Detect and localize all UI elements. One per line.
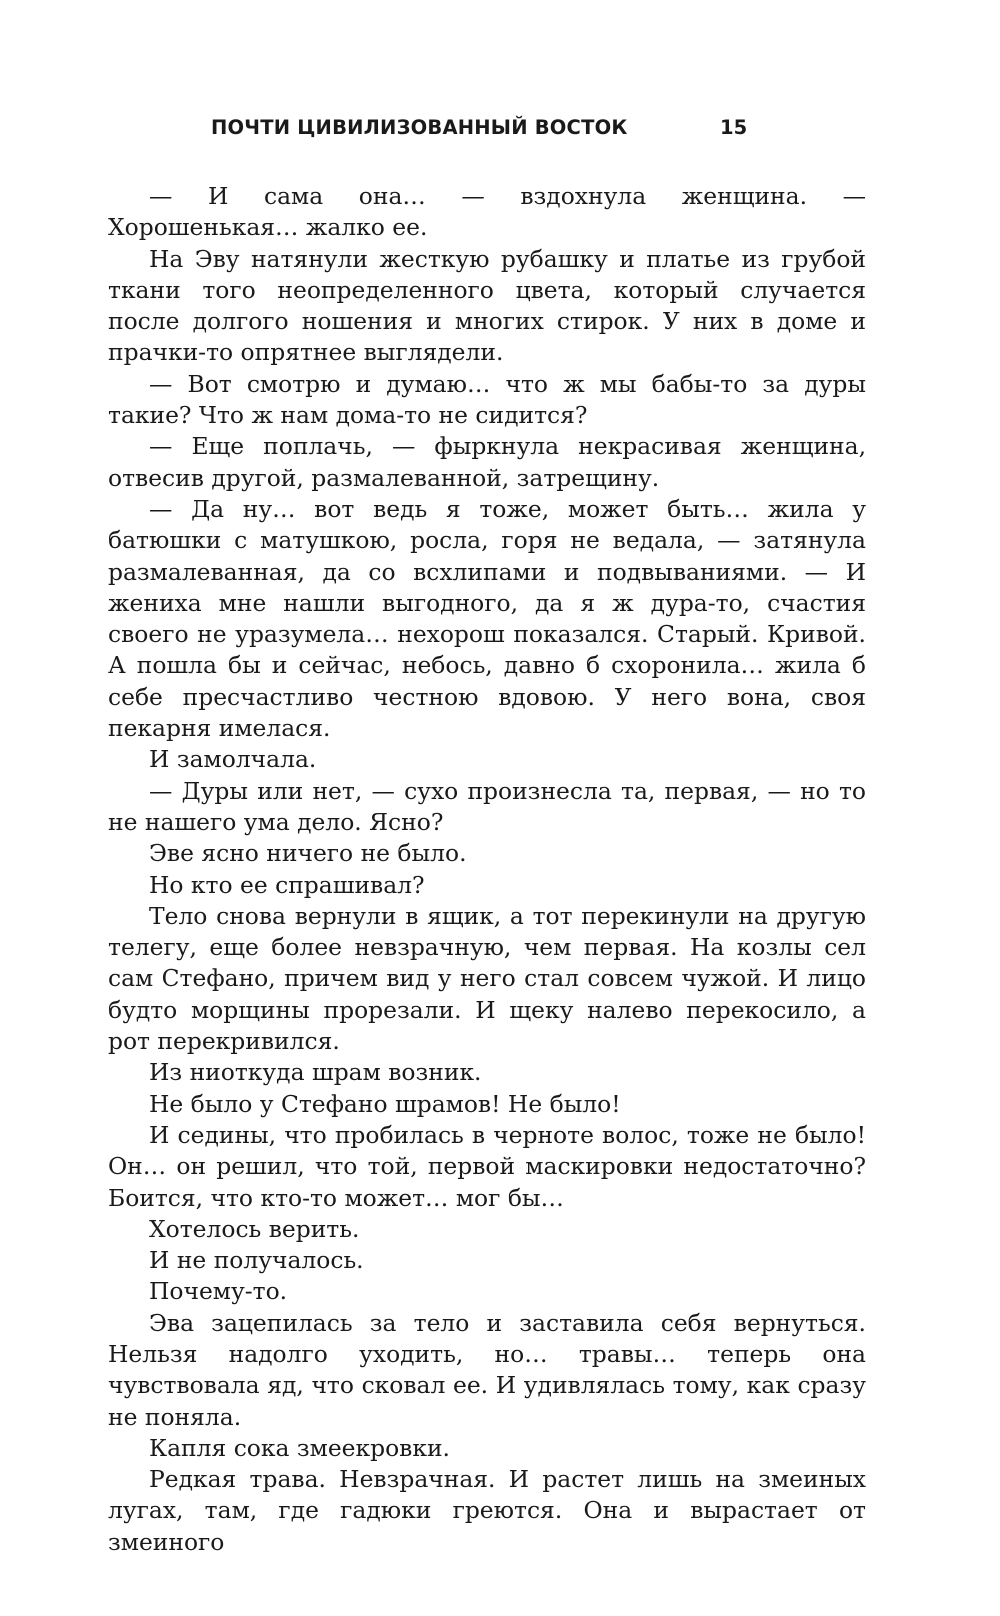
paragraph: Хотелось верить. — [149, 1214, 360, 1243]
running-title: ПОЧТИ ЦИВИЛИЗОВАННЫЙ ВОСТОК — [211, 116, 628, 139]
paragraph: Капля сока змеекровки. — [149, 1433, 450, 1462]
running-head — [108, 116, 866, 148]
paragraph: Из ниоткуда шрам возник. — [149, 1058, 482, 1087]
body-text — [108, 181, 866, 1558]
paragraph: Не было у Стефано шрамов! Не было! — [149, 1089, 621, 1118]
paragraph: Но кто ее спрашивал? — [149, 870, 425, 899]
page-number: 15 — [720, 116, 748, 139]
paragraph: — Да ну… вот ведь я тоже, может быть… жила у батюшки с матушкою, росла, горя не ведала, — затянула размалеванная, да со всхлипами и подвываниями. — И жениха мне нашли выгодного, да я ж дура-то, счастия своего не уразумела… нехорош показался. Старый. Кривой. А пошла бы и сейчас, небось, давно б схоронила… жила б себе пресчастливо честною вдовою. У него вона, своя пекарня имелася. — [108, 494, 866, 743]
paragraph: И не получалось. — [149, 1246, 364, 1275]
paragraph: И седины, что пробилась в черноте волос, тоже не было! Он… он решил, что той, первой маскировки недостаточно? Боится, что кто-то может… мог бы… — [108, 1120, 866, 1212]
paragraph: Почему-то. — [149, 1277, 288, 1306]
paragraph: — И сама она… — вздохнула женщина. — Хорошенькая… жалко ее. — [108, 182, 866, 242]
paragraph: — Дуры или нет, — сухо произнесла та, первая, — но то не нашего ума дело. Ясно? — [108, 776, 866, 836]
paragraph: Эва зацепилась за тело и заставила себя вернуться. Нельзя надолго уходить, но… травы… теперь она чувствовала яд, что сковал ее. И удивлялась тому, как сразу не поняла. — [108, 1308, 866, 1431]
paragraph: Редкая трава. Невзрачная. И растет лишь на змеиных лугах, там, где гадюки греются. Она и вырастает от змеиного — [108, 1465, 866, 1556]
paragraph: — Еще поплачь, — фыркнула некрасивая женщина, отвесив другой, размалеванной, затрещину. — [108, 432, 866, 492]
paragraph: Эве ясно ничего не было. — [149, 839, 467, 868]
paragraph: И замолчала. — [149, 745, 317, 774]
paragraph: На Эву натянули жесткую рубашку и платье из грубой ткани того неопределенного цвета, который случается после долгого ношения и многих стирок. У них в доме и прачки-то опрятнее выглядели. — [108, 244, 866, 367]
paragraph: — Вот смотрю и думаю… что ж мы бабы-то за дуры такие? Что ж нам дома-то не сидится? — [108, 369, 866, 430]
paragraph: Тело снова вернули в ящик, а тот перекинули на другую телегу, еще более невзрачную, чем первая. На козлы сел сам Стефано, причем вид у него стал совсем чужой. И лицо будто морщины прорезали. И щеку налево перекосило, а рот перекривился. — [108, 901, 866, 1056]
